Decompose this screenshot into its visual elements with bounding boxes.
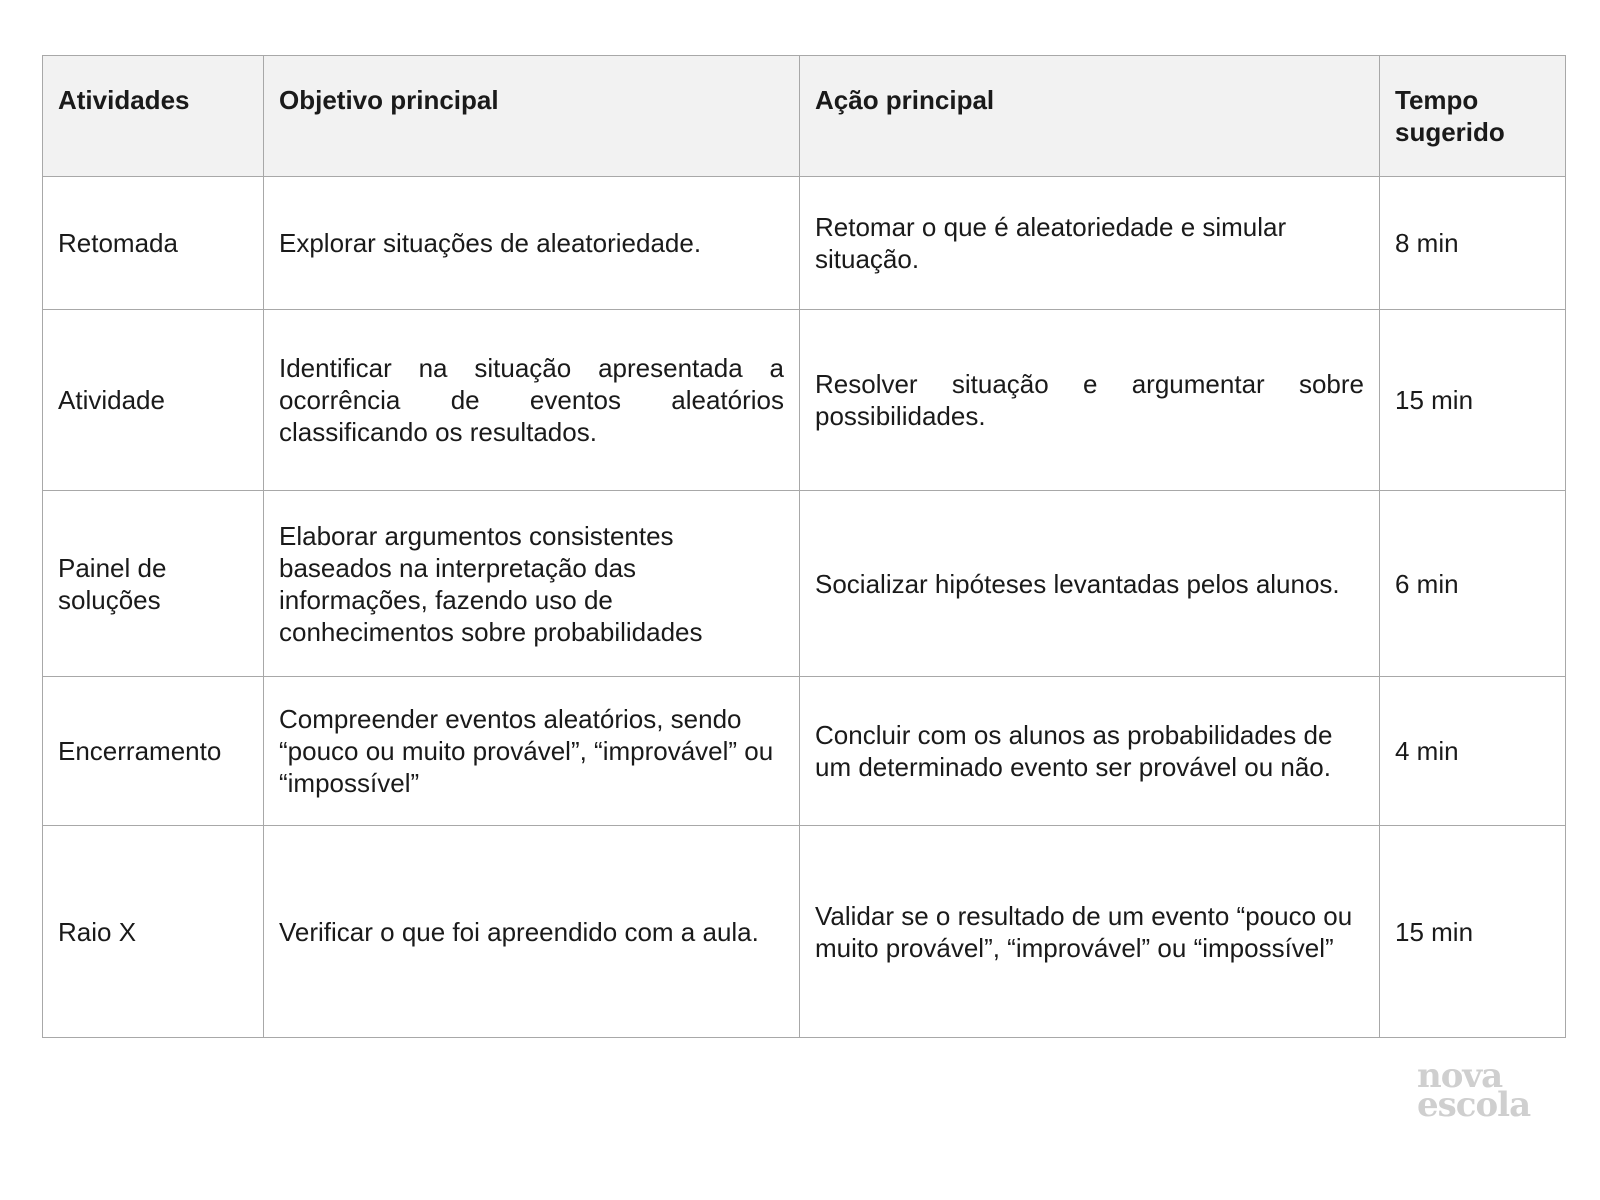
- logo-line-nova: nova: [1417, 1056, 1503, 1096]
- cell-tempo: 6 min: [1380, 491, 1566, 677]
- cell-objetivo: Verificar o que foi apreendido com a aula.: [264, 826, 800, 1038]
- cell-atividade: Raio X: [43, 826, 264, 1038]
- cell-acao: Socializar hipóteses levantadas pelos alunos.: [800, 491, 1380, 677]
- table-row: [43, 826, 1566, 1038]
- table-header-row: [43, 56, 1566, 177]
- cell-tempo: 15 min: [1380, 826, 1566, 1038]
- table-row: [43, 677, 1566, 826]
- header-atividades: Atividades: [43, 56, 264, 177]
- cell-objetivo: Identificar na situação apresentada a ocorrência de eventos aleatórios classificando os resultados.: [264, 310, 800, 491]
- cell-atividade: Atividade: [43, 310, 264, 491]
- cell-tempo: 4 min: [1380, 677, 1566, 826]
- cell-objetivo: Explorar situações de aleatoriedade.: [264, 177, 800, 310]
- header-objetivo-principal: Objetivo principal: [264, 56, 800, 177]
- table-row: [43, 310, 1566, 491]
- cell-objetivo: Compreender eventos aleatórios, sendo “pouco ou muito provável”, “improvável” ou “impossível”: [264, 677, 800, 826]
- logo-line-escola: escola: [1417, 1085, 1531, 1125]
- table-row: [43, 491, 1566, 677]
- cell-tempo: 8 min: [1380, 177, 1566, 310]
- cell-atividade: Encerramento: [43, 677, 264, 826]
- header-acao-principal: Ação principal: [800, 56, 1380, 177]
- table-row: [43, 177, 1566, 310]
- header-tempo-sugerido: Tempo sugerido: [1380, 56, 1566, 177]
- cell-acao: Concluir com os alunos as probabilidades de um determinado evento ser provável ou não.: [800, 677, 1380, 826]
- lesson-plan-table: [42, 55, 1566, 1038]
- nova-escola-logo: [1417, 1056, 1547, 1125]
- cell-atividade: Retomada: [43, 177, 264, 310]
- cell-objetivo: Elaborar argumentos consistentes baseados na interpretação das informações, fazendo uso de conhecimentos sobre probabilidades: [264, 491, 800, 677]
- cell-acao: Validar se o resultado de um evento “pouco ou muito provável”, “improvável” ou “impossível”: [800, 826, 1380, 1038]
- cell-acao: Retomar o que é aleatoriedade e simular situação.: [800, 177, 1380, 310]
- cell-acao: Resolver situação e argumentar sobre possibilidades.: [800, 310, 1380, 491]
- cell-atividade: Painel de soluções: [43, 491, 264, 677]
- cell-tempo: 15 min: [1380, 310, 1566, 491]
